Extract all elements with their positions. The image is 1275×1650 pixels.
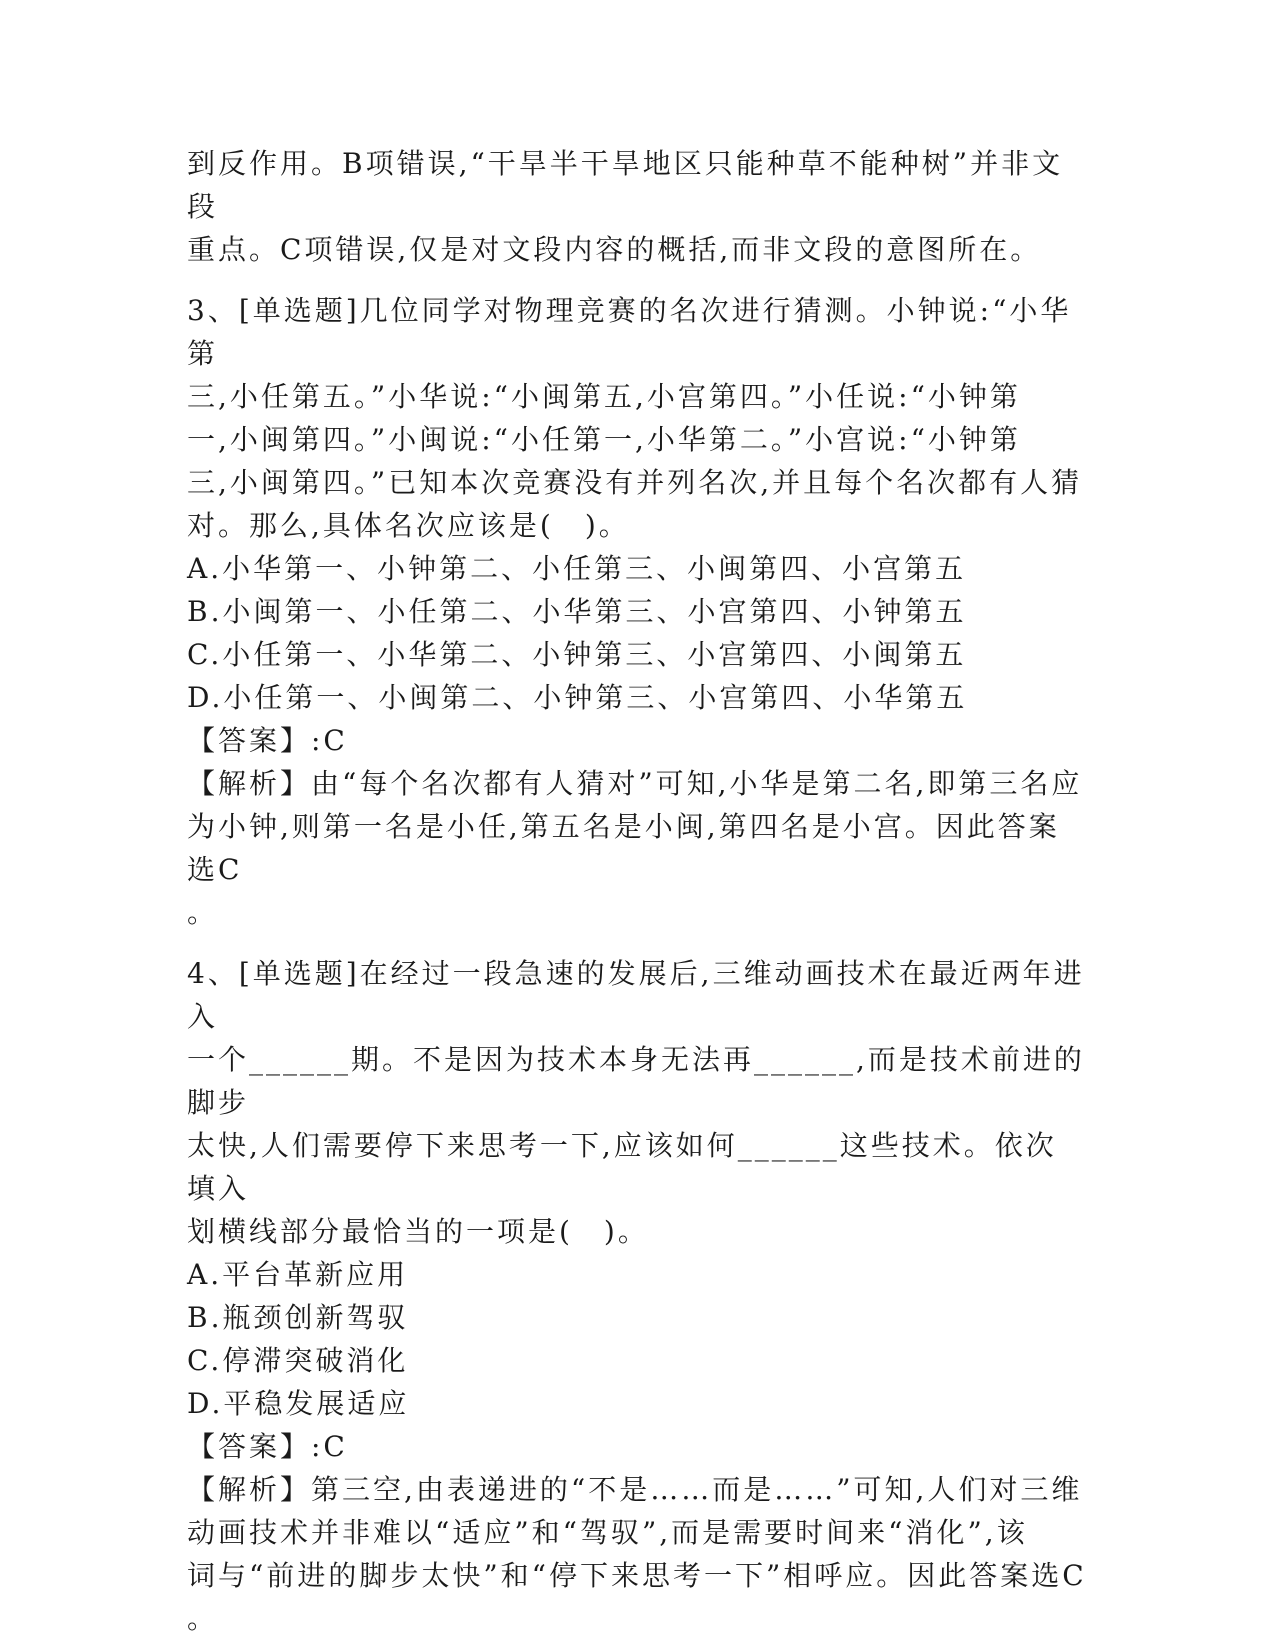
option-d: D.小任第一、小闽第二、小钟第三、小宫第四、小华第五 bbox=[187, 681, 968, 714]
question-4 bbox=[187, 952, 1087, 1640]
analysis-line: 【解析】由“每个名次都有人猜对”可知,小华是第二名,即第三名应 bbox=[187, 767, 1083, 800]
page-content bbox=[187, 142, 1087, 1640]
option-d: D.平稳发展适应 bbox=[187, 1387, 410, 1420]
option-a: A.平台革新应用 bbox=[187, 1258, 409, 1291]
spacer bbox=[187, 934, 1087, 952]
question-stem-line: 对。那么,具体名次应该是( )。 bbox=[187, 509, 630, 542]
spacer bbox=[187, 271, 1087, 289]
question-stem-line: 太快,人们需要停下来思考一下,应该如何______这些技术。依次填入 bbox=[187, 1129, 1057, 1205]
text-line: 重点。C项错误,仅是对文段内容的概括,而非文段的意图所在。 bbox=[187, 233, 1042, 266]
analysis-line: 动画技术并非难以“适应”和“驾驭”,而是需要时间来“消化”,该 bbox=[187, 1516, 1028, 1549]
analysis-line: 【解析】第三空,由表递进的“不是……而是……”可知,人们对三维 bbox=[187, 1473, 1083, 1506]
option-c: C.停滞突破消化 bbox=[187, 1344, 409, 1377]
question-stem-line: 划横线部分最恰当的一项是( )。 bbox=[187, 1215, 649, 1248]
question-stem-line: 三,小任第五。”小华说:“小闽第五,小宫第四。”小任说:“小钟第 bbox=[187, 380, 1021, 413]
question-stem-line: 一个______期。不是因为技术本身无法再______,而是技术前进的脚步 bbox=[187, 1043, 1085, 1119]
option-b: B.小闽第一、小任第二、小华第三、小宫第四、小钟第五 bbox=[187, 595, 967, 628]
text-line: 到反作用。B项错误,“干旱半干旱地区只能种草不能种树”并非文段 bbox=[187, 147, 1064, 223]
analysis-line: 。 bbox=[187, 896, 219, 929]
question-stem-line: 3、[单选题]几位同学对物理竞赛的名次进行猜测。小钟说:“小华第 bbox=[187, 294, 1072, 370]
question-3 bbox=[187, 289, 1087, 934]
option-c: C.小任第一、小华第二、小钟第三、小宫第四、小闽第五 bbox=[187, 638, 967, 671]
question-stem-line: 一,小闽第四。”小闽说:“小任第一,小华第二。”小宫说:“小钟第 bbox=[187, 423, 1021, 456]
option-b: B.瓶颈创新驾驭 bbox=[187, 1301, 409, 1334]
analysis-line: 为小钟,则第一名是小任,第五名是小闽,第四名是小宫。因此答案选C bbox=[187, 810, 1060, 886]
option-a: A.小华第一、小钟第二、小任第三、小闽第四、小宫第五 bbox=[187, 552, 967, 585]
analysis-line: 。 bbox=[187, 1602, 219, 1635]
question-stem-line: 三,小闽第四。”已知本次竞赛没有并列名次,并且每个名次都有人猜 bbox=[187, 466, 1083, 499]
previous-analysis-tail bbox=[187, 142, 1087, 271]
answer-line: 【答案】:C bbox=[187, 724, 348, 757]
answer-line: 【答案】:C bbox=[187, 1430, 348, 1463]
question-stem-line: 4、[单选题]在经过一段急速的发展后,三维动画技术在最近两年进入 bbox=[187, 957, 1085, 1033]
analysis-line: 词与“前进的脚步太快”和“停下来思考一下”相呼应。因此答案选C bbox=[187, 1559, 1087, 1592]
